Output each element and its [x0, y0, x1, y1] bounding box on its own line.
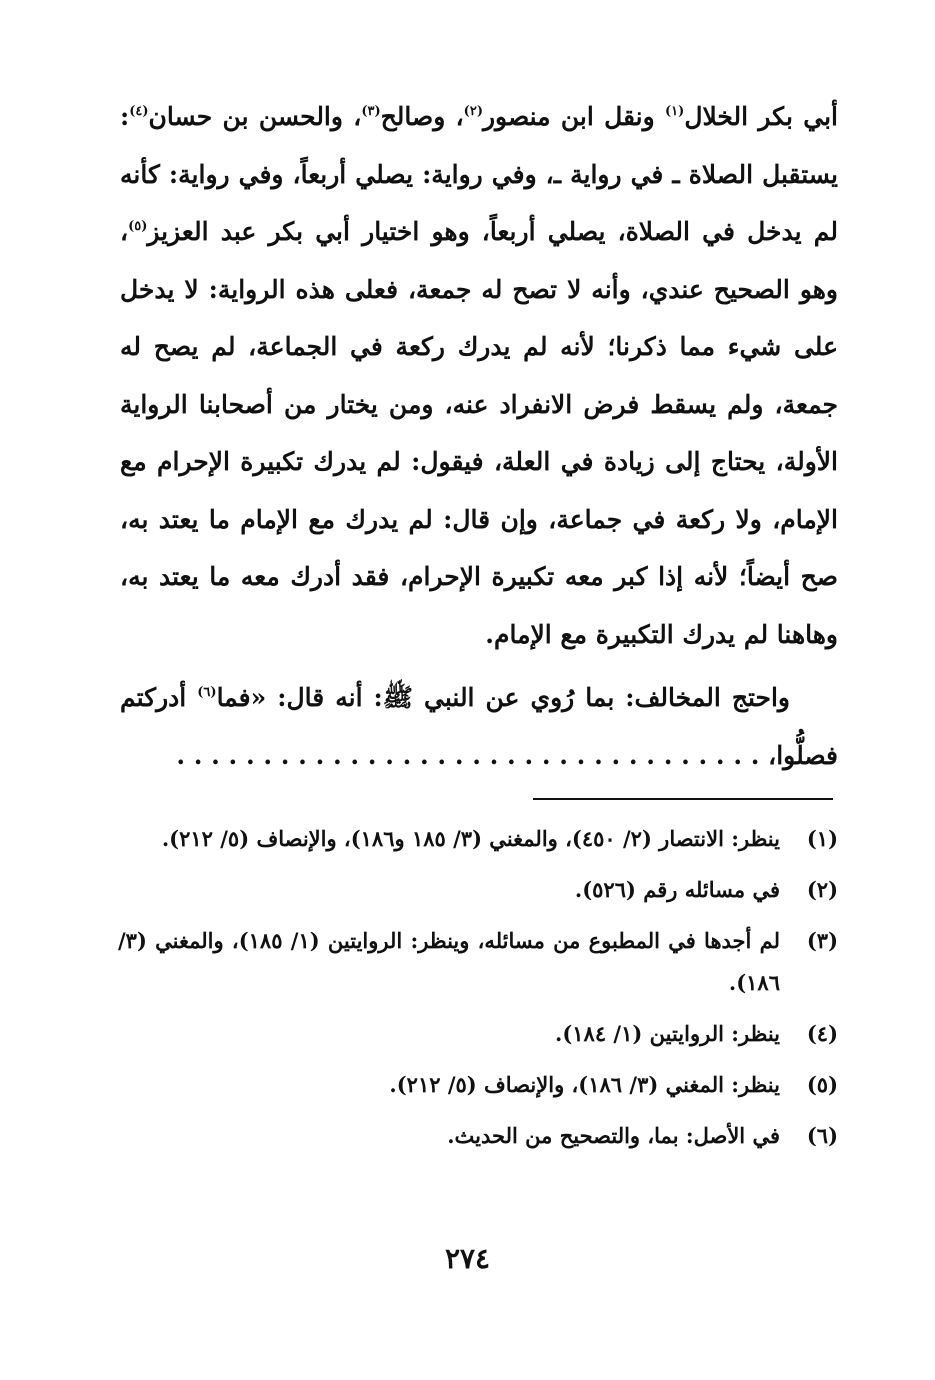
footnote-number: (١) — [806, 826, 838, 851]
footnote-ref: (٦) — [197, 685, 217, 700]
paragraph-2: واحتج المخالف: بما رُوي عن النبي ﷺ: أنه قال: «فما$^{(٦)}$ أدركتم فصلُّوا، . . . . . . . . . . . . . . . . . . . . . . . . . . . . . . . . . . — [120, 683, 838, 770]
footnote-text: في مسائله رقم (٥٢٦). — [574, 877, 780, 902]
footnote-4 — [118, 1013, 838, 1055]
page-number: ٢٧٤ — [444, 1242, 491, 1275]
footnote-2 — [118, 869, 838, 911]
footnote-6 — [118, 1115, 838, 1157]
footnote-text: في الأصل: بما، والتصحيح من الحديث. — [447, 1123, 780, 1148]
footnote-text: لم أجدها في المطبوع من مسائله، وينظر: الروايتين (١/ ١٨٥)، والمغني (٣/ ١٨٦). — [118, 928, 781, 995]
footnote-separator — [533, 798, 833, 800]
paragraph-1: أبي بكر الخلال$^{(١)}$ ونقل ابن منصور$^{(٢)}$، وصالح$^{(٣)}$، والحسن بن حسان$^{(٤)}$: يستقبل الصلاة ـ في رواية ـ، وفي رواية: يصلي أربعاً، وفي رواية: كأنه لم يدخل في الصلاة، يصلي أربعاً، وهو اختيار أبي بكر عبد العزيز$^{(٥)}$، وهو الصحيح عندي، وأنه لا تصح له جمعة، فعلى هذه الرواية: لا يدخل على شيء مما ذكرنا؛ لأنه لم يدرك ركعة في الجماعة، لم يصح له جمعة، ولم يسقط فرض الانفراد عنه، ومن يختار من أصحابنا الرواية الأولة، يحتاج إلى زيادة في العلة، فيقول: لم يدرك تكبيرة الإحرام مع الإمام، ولا ركعة في جماعة، وإن قال: لم يدرك مع الإمام ما يعتد به، صح أيضاً؛ لأنه إذا كبر معه تكبيرة الإحرام، فقد أدرك معه ما يعتد به، وهاهنا لم يدرك التكبيرة مع الإمام. — [120, 102, 838, 649]
footnote-3 — [118, 920, 838, 1004]
footnote-1 — [118, 818, 838, 860]
footnote-ref: (٢) — [463, 104, 483, 119]
footnote-ref: (٤) — [129, 104, 149, 119]
footnote-number: (٤) — [806, 1021, 838, 1046]
footnote-ref: (٣) — [361, 104, 381, 119]
footnote-ref: (١) — [665, 104, 685, 119]
footnotes-list — [118, 818, 838, 1166]
footnote-ref: (٥) — [128, 219, 148, 234]
footnote-text: ينظر: الروايتين (١/ ١٨٤). — [555, 1021, 780, 1046]
footnote-5 — [118, 1064, 838, 1106]
footnote-number: (٥) — [806, 1072, 838, 1097]
footnote-number: (٣) — [806, 928, 838, 953]
footnote-text: ينظر: المغني (٣/ ١٨٦)، والإنصاف (٥/ ٢١٢). — [389, 1072, 780, 1097]
footnote-text: ينظر: الانتصار (٢/ ٤٥٠)، والمغني (٣/ ١٨٥ و١٨٦)، والإنصاف (٥/ ٢١٢). — [161, 826, 780, 851]
footnote-number: (٦) — [806, 1123, 838, 1148]
main-text — [120, 88, 838, 784]
footnote-number: (٢) — [806, 877, 838, 902]
